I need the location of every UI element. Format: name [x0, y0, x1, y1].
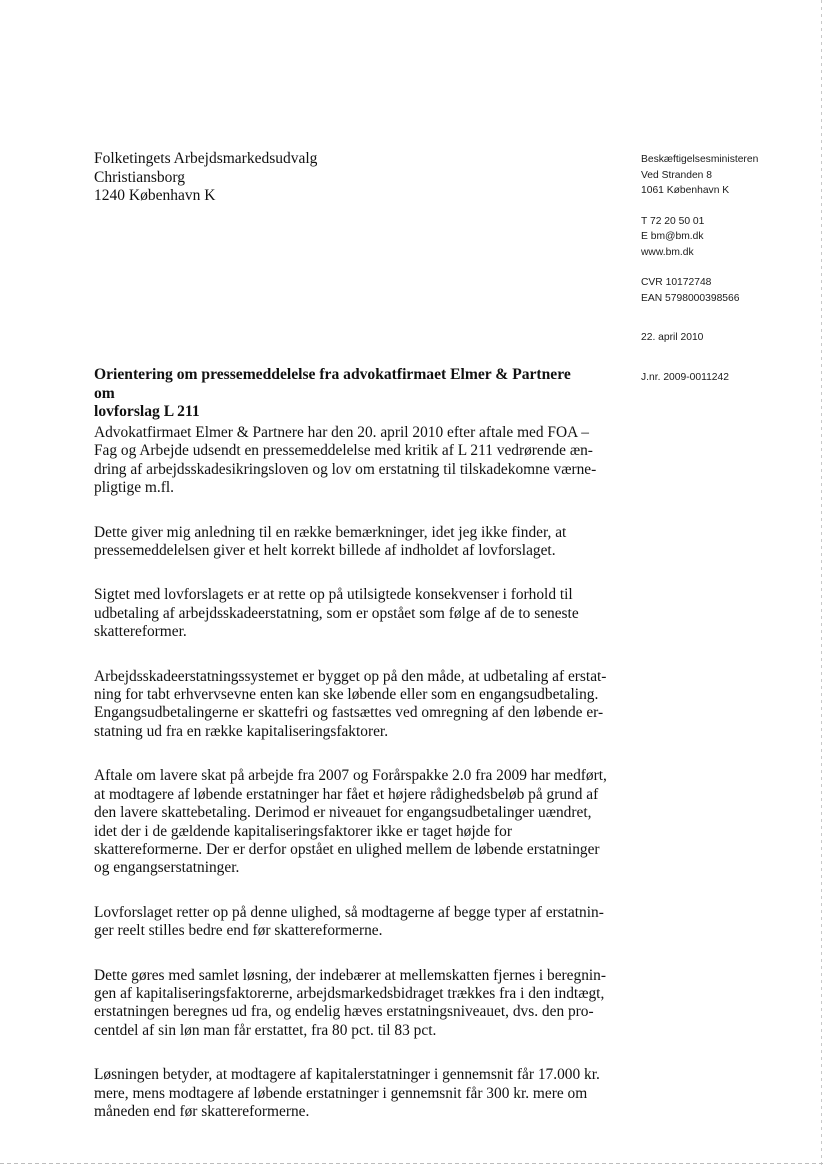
body-paragraph — [94, 667, 607, 742]
body-line: idet der i de gældende kapitaliseringsfaktorer ikke er taget højde for — [94, 822, 512, 840]
body-line: Advokatfirmaet Elmer & Partnere har den 20. april 2010 efter aftale med FOA – — [94, 424, 589, 441]
body-line: mere, mens modtagere af løbende erstatninger i gennemsnit får 300 kr. mere om — [94, 1084, 588, 1102]
body-line: den lavere skattebetaling. Derimod er niveauet for engangsudbetalinger uændret, — [94, 804, 592, 822]
sender-email: E bm@bm.dk — [641, 231, 704, 242]
recipient-address — [94, 150, 514, 206]
body-line: måneden end før skattereformerne. — [94, 1102, 310, 1120]
body-line: gen af kapitaliseringsfaktorerne, arbejdsmarkedsbidraget trækkes fra i den indtægt, — [94, 984, 605, 1002]
body-line: pressemeddelelsen giver et helt korrekt billede af indholdet af lovforslaget. — [94, 542, 556, 560]
body-line: Dette gøres med samlet løsning, der indebærer at mellemskatten fjernes i beregnin- — [94, 966, 607, 984]
sender-street: Ved Stranden 8 — [641, 169, 712, 181]
sender-block — [641, 152, 811, 385]
journal-number: J.nr. 2009-0011242 — [641, 371, 729, 383]
letter-date: 22. april 2010 — [641, 332, 704, 343]
body-line: pligtige m.fl. — [94, 479, 174, 497]
scan-edge-bottom — [0, 1163, 825, 1164]
body-line: Lovforslaget retter op på denne ulighed, så modtagerne af begge typer af erstatnin- — [94, 903, 604, 921]
recipient-line: 1240 København K — [94, 187, 216, 204]
recipient-line: Christiansborg — [94, 168, 185, 186]
body-line: Løsningen betyder, at modtagere af kapitalerstatninger i gennemsnit får 17.000 kr. — [94, 1066, 600, 1084]
body-paragraph — [94, 1066, 599, 1121]
body-paragraph — [94, 903, 604, 941]
letter-title — [94, 366, 594, 422]
body-line: at modtagere af løbende erstatninger har fået et højere rådighedsbeløb på grund af — [94, 785, 599, 803]
sender-ean: EAN 5798000398566 — [641, 292, 740, 304]
body-paragraph — [94, 424, 599, 498]
sender-city: 1061 København K — [641, 185, 730, 196]
body-line: ger reelt stilles bedre end før skattereformerne. — [94, 922, 383, 940]
body-line: dring af arbejdsskadesikringsloven og lov om erstatning til tilskadekomne værne- — [94, 460, 597, 478]
body-line: Engangsudbetalingerne er skattefri og fastsættes ved omregning af den løbende er- — [94, 704, 604, 722]
letter-body — [94, 424, 607, 1147]
title-line-1: Orientering om pressemeddelelse fra advokatfirmaet Elmer & Partnere om — [94, 366, 571, 402]
body-line: udbetaling af arbejdsskadeerstatning, som er opstået som følge af de to seneste — [94, 604, 579, 622]
title-line-2: lovforslag L 211 — [94, 403, 200, 420]
body-line: skattereformer. — [94, 623, 187, 641]
body-paragraph — [94, 767, 607, 877]
sender-name: Beskæftigelsesministeren — [641, 154, 759, 165]
body-line: ning for tabt erhvervsevne enten kan ske løbende eller som en engangsudbetaling. — [94, 686, 599, 704]
body-line: statning ud fra en række kapitaliseringsfaktorer. — [94, 722, 389, 740]
body-paragraph — [94, 586, 599, 641]
sender-web: www.bm.dk — [641, 246, 694, 258]
body-line: centdel af sin løn man får erstattet, fra 80 pct. til 83 pct. — [94, 1021, 437, 1039]
body-line: Dette giver mig anledning til en række bemærkninger, idet jeg ikke finder, at — [94, 523, 567, 541]
body-line: Sigtet med lovforslagets er at rette op på utilsigtede konsekvenser i forhold til — [94, 586, 573, 604]
body-line: og engangserstatninger. — [94, 859, 240, 877]
body-line: Aftale om lavere skat på arbejde fra 2007 og Forårspakke 2.0 fra 2009 har medført, — [94, 767, 607, 785]
sender-cvr: CVR 10172748 — [641, 277, 712, 288]
body-line: Fag og Arbejde udsendt en pressemeddelelse med kritik af L 211 vedrørende æn- — [94, 442, 593, 460]
body-line: Arbejdsskadeerstatningssystemet er bygget op på den måde, at udbetaling af erstat- — [94, 667, 607, 685]
body-paragraph — [94, 966, 607, 1041]
scan-edge-right — [821, 0, 822, 1168]
body-line: erstatningen beregnes ud fra, og endelig hæves erstatningsniveauet, dvs. den pro- — [94, 1003, 594, 1021]
body-line: skattereformerne. Der er derfor opstået en ulighed mellem de løbende erstatninger — [94, 840, 600, 858]
body-paragraph — [94, 524, 599, 561]
sender-phone: T 72 20 50 01 — [641, 215, 705, 227]
recipient-line: Folketingets Arbejdsmarkedsudvalg — [94, 150, 318, 167]
